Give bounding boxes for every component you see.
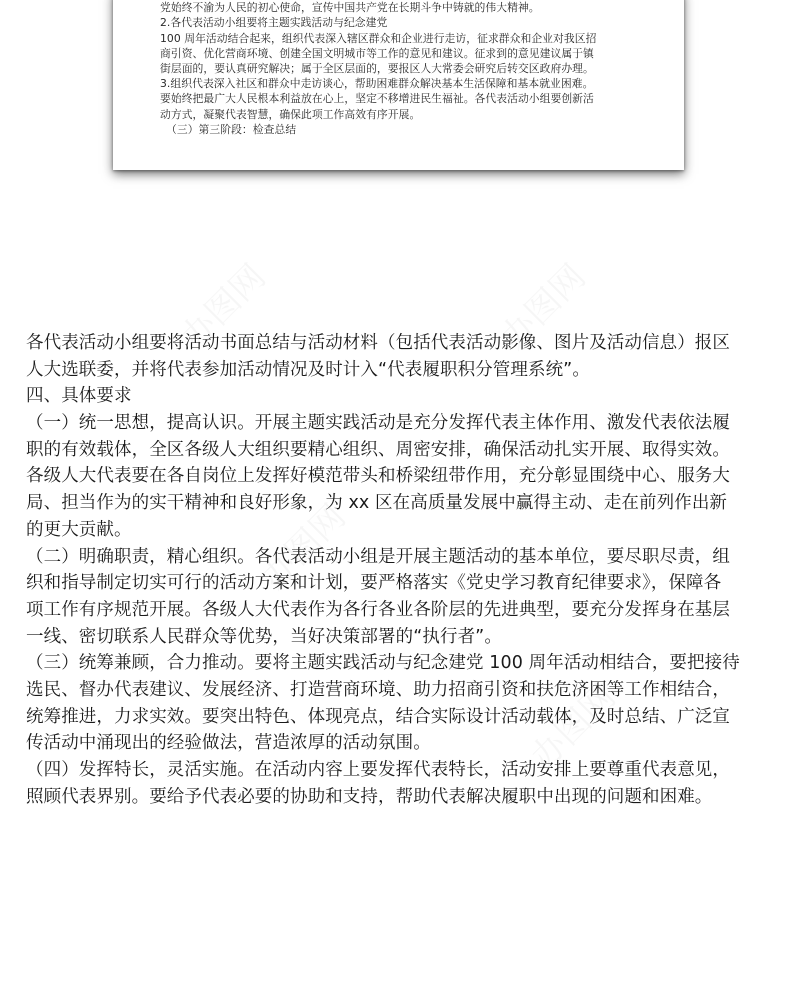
body-line: 统筹推进，力求实效。要突出特色、体现亮点，结合实际设计活动载体，及时总结、广泛宣 <box>26 706 730 727</box>
body-line: （一）统一思想，提高认识。开展主题实践活动是充分发挥代表主体作用、激发代表依法履 <box>26 413 730 434</box>
body-line: （三）统筹兼顾，合力推动。要将主题实践活动与纪念建党 100 周年活动相结合，要把接待 <box>26 653 740 674</box>
preview-line: 2.各代表活动小组要将主题实践活动与纪念建党 <box>160 16 388 30</box>
preview-line: 要始终把最广大人民根本利益放在心上，坚定不移增进民生福祉。各代表活动小组要创新活 <box>160 92 594 106</box>
body-line: 织和指导制定切实可行的活动方案和计划，要严格落实《党史学习教育纪律要求》，保障各 <box>26 573 722 594</box>
body-line: 职的有效载体，全区各级人大组织要精心组织、周密安排，确保活动扎实开展、取得实效。 <box>26 439 730 460</box>
body-line: 传活动中涌现出的经验做法，营造浓厚的活动氛围。 <box>26 733 431 754</box>
body-line: 选民、督办代表建议、发展经济、打造营商环境、助力招商引资和扶危济困等工作相结合， <box>26 679 730 700</box>
body-line: （二）明确职责，精心组织。各代表活动小组是开展主题活动的基本单位，要尽职尽责，组 <box>26 546 730 567</box>
section-heading: 四、具体要求 <box>26 386 132 407</box>
body-line: 项工作有序规范开展。各级人大代表作为各行各业各阶层的先进典型，要充分发挥身在基层 <box>26 599 730 620</box>
preview-line: 100 周年活动结合起来，组织代表深入辖区群众和企业进行走访，征求群众和企业对我区招 <box>160 31 597 45</box>
preview-line: 党始终不渝为人民的初心使命，宣传中国共产党在长期斗争中铸就的伟大精神。 <box>160 1 540 15</box>
preview-line: 商引资、优化营商环境、创建全国文明城市等工作的意见和建议。征求到的意见建议属于镇 <box>160 46 594 60</box>
preview-text-block <box>160 0 660 137</box>
document-body <box>26 330 786 810</box>
body-line: 各级人大代表要在各自岗位上发挥好模范带头和桥梁纽带作用，充分彰显围绕中心、服务大 <box>26 466 730 487</box>
preview-section-heading: （三）第三阶段：检查总结 <box>166 122 297 136</box>
body-line: 的更大贡献。 <box>26 519 132 540</box>
body-line: 各代表活动小组要将活动书面总结与活动材料（包括代表活动影像、图片及活动信息）报区 <box>26 333 730 353</box>
body-line: （四）发挥特长，灵活实施。在活动内容上要发挥代表特长，活动安排上要尊重代表意见， <box>26 760 730 780</box>
preview-line: 动方式，凝聚代表智慧，确保此项工作高效有序开展。 <box>160 107 421 121</box>
body-line: 照顾代表界别。要给予代表必要的协助和支持，帮助代表解决履职中出现的问题和困难。 <box>26 786 713 807</box>
document-preview-card <box>113 0 684 170</box>
body-line: 人大选联委，并将代表参加活动情况及时计入“代表履职积分管理系统”。 <box>26 359 590 380</box>
preview-line: 街层面的，要认真研究解决；属于全区层面的，要报区人大常委会研究后转交区政府办理。 <box>160 61 594 75</box>
preview-line: 3.组织代表深入社区和群众中走访谈心，帮助困难群众解决基本生活保障和基本就业困难。 <box>160 77 594 91</box>
body-line: 局、担当作为的实干精神和良好形象，为 xx 区在高质量发展中赢得主动、走在前列作出新 <box>26 493 728 514</box>
body-line: 一线、密切联系人民群众等优势，当好决策部署的“执行者”。 <box>26 626 502 647</box>
